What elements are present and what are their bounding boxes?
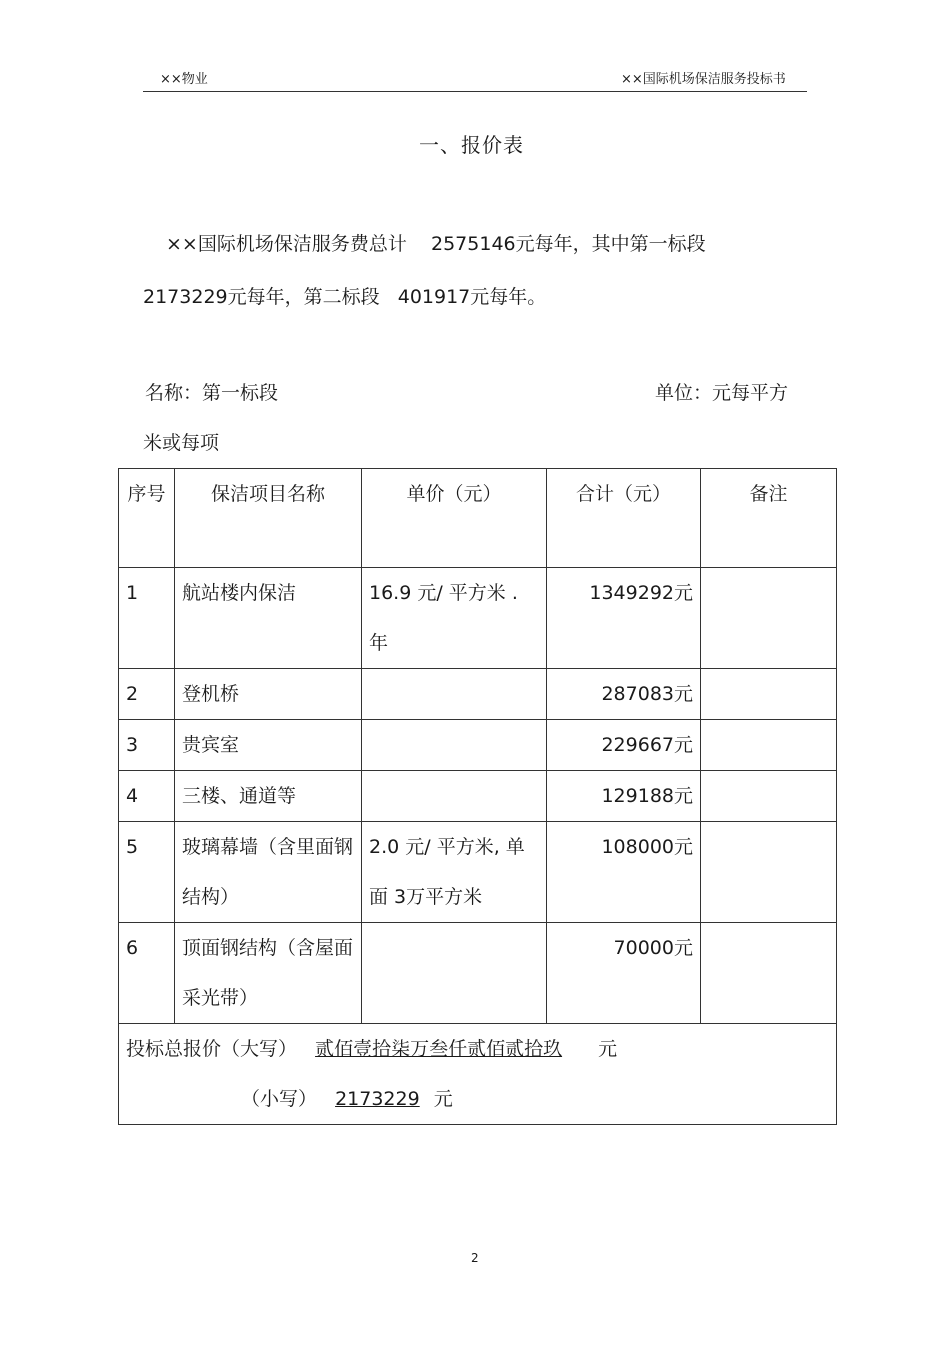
section-unit-continued: 米或每项: [143, 432, 220, 454]
page-title: 一、报价表: [419, 133, 524, 157]
table-row: [119, 669, 837, 720]
section-name: 名称：第一标段: [145, 382, 279, 404]
total-lower-value: 2173229: [335, 1088, 420, 1110]
total-upper-value: 贰佰壹拾柒万叁仟贰佰贰拾玖: [315, 1038, 563, 1060]
table-total-row: [119, 1024, 837, 1125]
total-lower-line: [126, 1074, 829, 1124]
total-lower-label: （小写）: [241, 1088, 318, 1110]
row-total: 129188元: [547, 771, 701, 822]
header-unit-price: 单价（元）: [362, 469, 547, 568]
header-note: 备注: [701, 469, 837, 568]
row-note: [701, 822, 837, 923]
row-name: 贵宾室: [175, 720, 362, 771]
row-note: [701, 923, 837, 1024]
row-unit-price: 16.9 元/ 平方米 . 年: [362, 568, 547, 669]
header-divider: [143, 91, 807, 92]
row-total: 229667元: [547, 720, 701, 771]
row-total: 287083元: [547, 669, 701, 720]
total-cell: [119, 1024, 837, 1125]
row-name: 三楼、通道等: [175, 771, 362, 822]
row-num: 1: [119, 568, 175, 669]
header-total: 合计（元）: [547, 469, 701, 568]
total-upper-unit: 元: [598, 1038, 618, 1060]
row-name: 顶面钢结构（含屋面采光带）: [175, 923, 362, 1024]
table-row: [119, 822, 837, 923]
row-unit-price: [362, 720, 547, 771]
row-num: 3: [119, 720, 175, 771]
row-unit-price: 2.0 元/ 平方米, 单面 3万平方米: [362, 822, 547, 923]
total-lower-unit: 元: [433, 1088, 453, 1110]
page-number: 2: [471, 1251, 479, 1265]
row-total: 70000元: [547, 923, 701, 1024]
total-upper-line: [126, 1024, 829, 1074]
row-unit-price: [362, 669, 547, 720]
summary-line-1: ××国际机场保洁服务费总计 2575146元每年，其中第一标段: [166, 233, 706, 255]
table-row: [119, 720, 837, 771]
row-total: 108000元: [547, 822, 701, 923]
row-name: 玻璃幕墙（含里面钢结构）: [175, 822, 362, 923]
header-name: 保洁项目名称: [175, 469, 362, 568]
quote-table: [118, 468, 837, 1125]
total-upper-label: 投标总报价（大写）: [126, 1038, 298, 1060]
row-note: [701, 771, 837, 822]
row-name: 登机桥: [175, 669, 362, 720]
row-num: 5: [119, 822, 175, 923]
row-num: 4: [119, 771, 175, 822]
section-unit: 单位：元每平方: [655, 382, 789, 404]
header-left: ××物业: [160, 72, 208, 87]
row-note: [701, 669, 837, 720]
row-unit-price: [362, 771, 547, 822]
row-name: 航站楼内保洁: [175, 568, 362, 669]
table-row: [119, 923, 837, 1024]
row-unit-price: [362, 923, 547, 1024]
row-note: [701, 568, 837, 669]
row-note: [701, 720, 837, 771]
table-row: [119, 771, 837, 822]
row-num: 2: [119, 669, 175, 720]
table-row: [119, 568, 837, 669]
row-num: 6: [119, 923, 175, 1024]
row-total: 1349292元: [547, 568, 701, 669]
header-right: ××国际机场保洁服务投标书: [621, 72, 786, 87]
table-header-row: [119, 469, 837, 568]
summary-line-2: 2173229元每年，第二标段 401917元每年。: [143, 286, 547, 308]
header-num: 序号: [119, 469, 175, 568]
